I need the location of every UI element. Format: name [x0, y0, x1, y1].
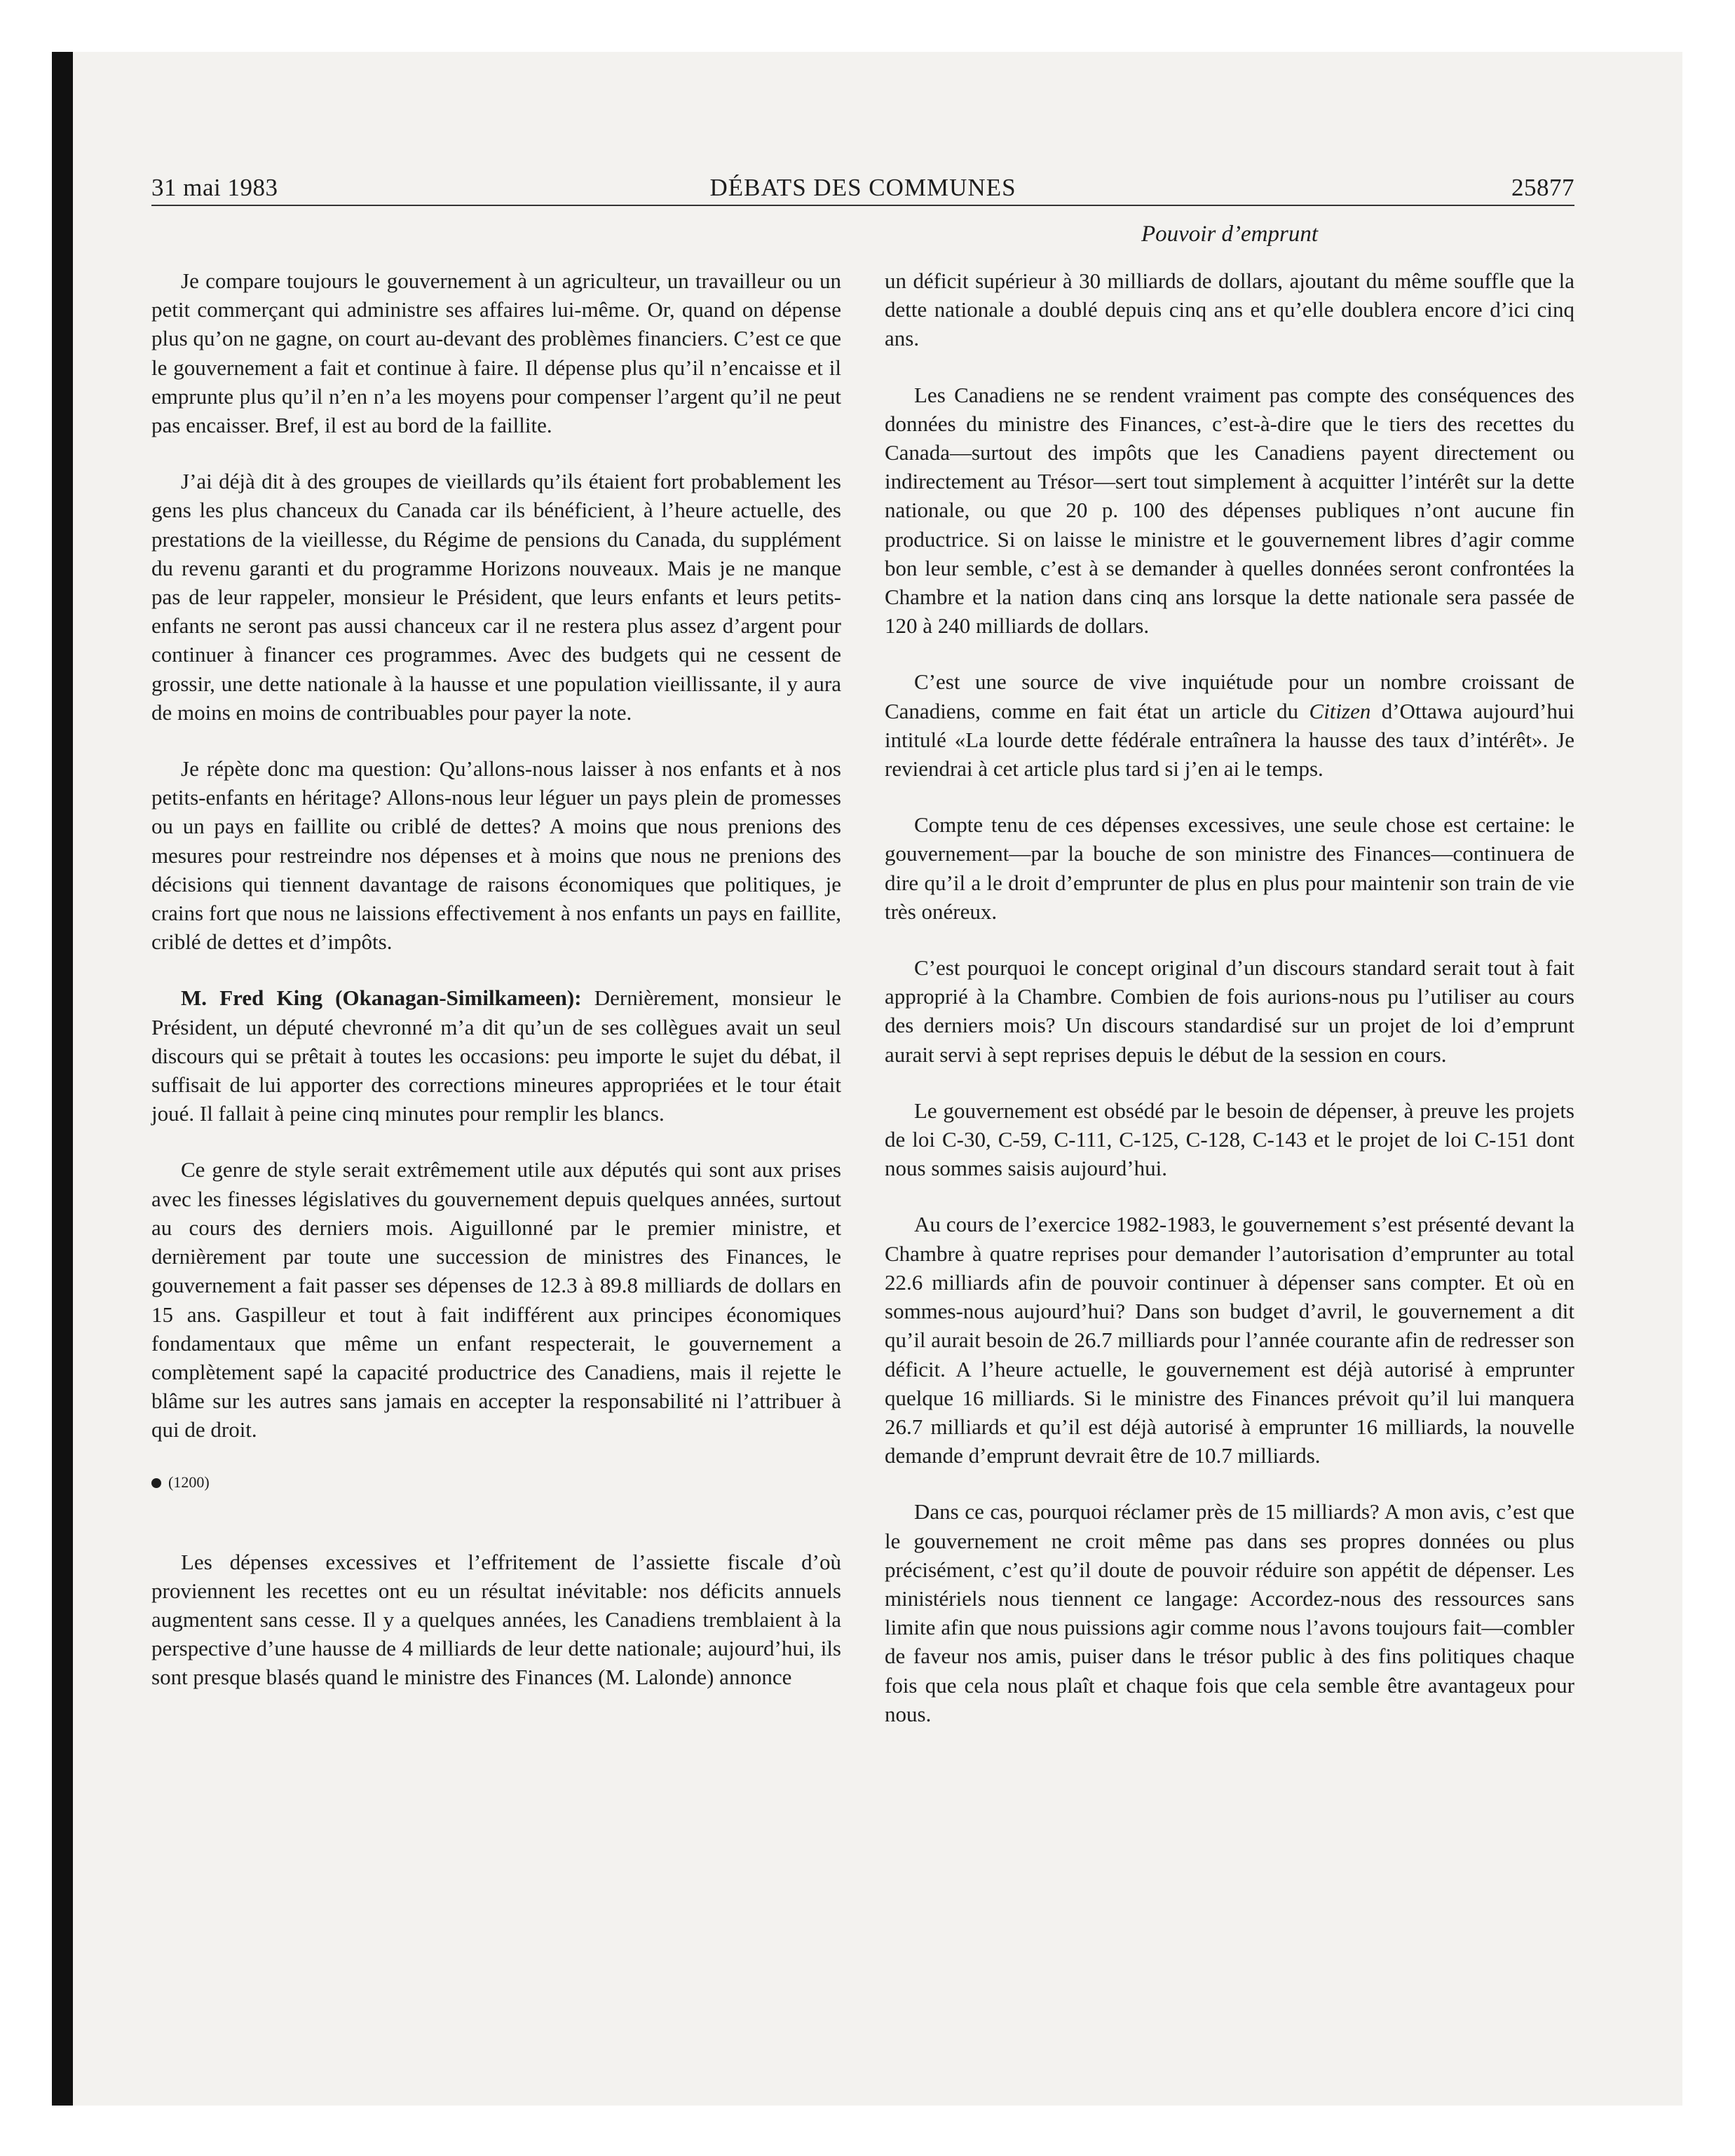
header-date: 31 mai 1983: [151, 174, 278, 201]
paragraph: J’ai déjà dit à des groupes de vieillards qu’ils étaient fort probablement les gens les plus chanceux du Canada car ils bénéficient, à l’heure actuelle, des prestations de la vieillesse, du Régime de pensions du Canada, du supplément du revenu garanti et du programme Horizons nouveaux. Mais je ne manque pas de leur rappeler, monsieur le Président, que leurs enfants et leurs petits-enfants ne seront pas aussi chanceux car il ne restera plus assez d’argent pour continuer à financer ces programmes. Avec des budgets qui ne cessent de grossir, une dette nationale à la hausse et une population vieillissante, il y aura de moins en moins de contribuables pour payer la note.: [151, 469, 841, 725]
left-column: [151, 266, 841, 1719]
paragraph: Dans ce cas, pourquoi réclamer près de 15 milliards? A mon avis, c’est que le gouvernement ne croit même pas dans ses propres données ou plus précisément, c’est qu’il doute de pouvoir réduire son appétit de dépenser. Les ministériels nous tiennent ce langage: Accordez-nous des ressources sans limite afin que nous puissions agir comme nous l’avons toujours fait—combler de faveur nos amis, puiser dans le trésor public à des fins politiques chaque fois que cela nous plaît et chaque fois que cela semble être avantageux pour nous.: [885, 1499, 1574, 1726]
paragraph: Les dépenses excessives et l’effritement de l’assiette fiscale d’où proviennent les recettes ont eu un résultat inévitable: nos déficits annuels augmentent sans cesse. Il y a quelques années, les Canadiens tremblaient à la perspective d’une hausse de 4 milliards de leur dette nationale; aujourd’hui, ils sont presque blasés quand le ministre des Finances (M. Lalonde) annonce: [151, 1549, 841, 1690]
newspaper-title: Citizen: [1309, 698, 1371, 723]
paragraph: Le gouvernement est obsédé par le besoin de dépenser, à preuve les projets de loi C-30, C-59, C-111, C-125, C-128, C-143 et le projet de loi C-151 dont nous sommes saisis aujourd’hui.: [885, 1098, 1574, 1181]
right-column: [885, 266, 1574, 1756]
time-marker-text: (1200): [168, 1473, 210, 1491]
paragraph: [151, 983, 841, 1128]
paragraph: Je répète donc ma question: Qu’allons-nous laisser à nos enfants et à nos petits-enfants en héritage? Allons-nous leur léguer un pays plein de promesses ou un pays en faillite ou criblé de dettes? A moins que nous prenions des mesures pour restreindre nos dépenses et à moins que nous ne prenions des décisions qui tiennent davantage de raisons économiques que politiques, je crains fort que nous ne laissions effectivement à nos enfants un pays en faillite, criblé de dettes et d’impôts.: [151, 756, 841, 955]
paragraph: Je compare toujours le gouvernement à un agriculteur, un travailleur ou un petit commerçant qui administre ses affaires lui-même. Or, quand on dépense plus qu’on ne gagne, on court au-devant des problèmes financiers. C’est ce que le gouvernement a fait et continue à faire. Il dépense plus qu’il n’encaisse et il emprunte plus qu’il n’en n’a les moyens pour compenser l’argent qu’il ne peut pas encaisser. Bref, il est au bord de la faillite.: [151, 268, 841, 438]
page-number: 25877: [1511, 174, 1574, 201]
header-title: DÉBATS DES COMMUNES: [709, 174, 1016, 201]
speech-text: Dernièrement, monsieur le Président, un député chevronné m’a dit qu’un de ses collègues avait un seul discours qui se prêtait à toutes les occasions: peu importe le sujet du débat, il suffisait de lui apporter des corrections mineures appropriées et le tour était joué. Il fallait à peine cinq minutes pour remplir les blancs.: [151, 985, 841, 1126]
time-marker: [151, 1472, 841, 1493]
paragraph-text: C’est une source de vive inquiétude pour un nombre croissant de Canadiens, comme en fait état un article du: [885, 669, 1574, 723]
paragraph: Au cours de l’exercice 1982-1983, le gouvernement s’est présenté devant la Chambre à quatre reprises pour demander l’autorisation d’emprunter au total 22.6 milliards afin de pouvoir continuer à dépenser sans compter. Et où en sommes-nous aujourd’hui? Dans son budget d’avril, le gouvernement a dit qu’il aurait besoin de 26.7 milliards pour l’année courante afin de redresser son déficit. A l’heure actuelle, le gouvernement est déjà autorisé à emprunter quelque 16 milliards. Si le ministre des Finances prévoit qu’il lui manquera 26.7 milliards et qu’il est déjà autorisé à emprunter 16 milliards, la nouvelle demande d’emprunt devrait être de 10.7 milliards.: [885, 1212, 1574, 1468]
page-header: [151, 174, 1574, 206]
paragraph: Ce genre de style serait extrêmement utile aux députés qui sont aux prises avec les finesses législatives du gouvernement depuis quelques années, surtout au cours des derniers mois. Aiguillonné par le premier ministre, et dernièrement par toute une succession de ministres des Finances, le gouvernement a fait passer ses dépenses de 12.3 à 89.8 milliards de dollars en 15 ans. Gaspilleur et tout à fait indifférent aux principes économiques fondamentaux que même un enfant respecterait, le gouvernement a complètement sapé la capacité productrice des Canadiens, mais il rejette le blâme sur les autres sans jamais en accepter la responsabilité ni l’attribuer à qui de droit.: [151, 1157, 841, 1442]
bullet-icon: [151, 1478, 161, 1488]
paragraph: Compte tenu de ces dépenses excessives, une seule chose est certaine: le gouvernement—par la bouche de son ministre des Finances—continuera de dire qu’il a le droit d’emprunter de plus en plus pour maintenir son train de vie très onéreux.: [885, 812, 1574, 924]
topic-heading: Pouvoir d’emprunt: [1141, 221, 1319, 247]
paragraph: C’est pourquoi le concept original d’un discours standard serait tout à fait approprié à la Chambre. Combien de fois aurions-nous pu l’utiliser au cours des derniers mois? Un discours standardisé sur un projet de loi d’emprunt aurait servi à sept reprises depuis le début de la session en cours.: [885, 955, 1574, 1067]
paragraph: un déficit supérieur à 30 milliards de dollars, ajoutant du même souffle que la dette nationale a doublé depuis cinq ans et qu’elle doublera encore d’ici cinq ans.: [885, 268, 1574, 351]
speaker-name: M. Fred King (Okanagan-Similkameen):: [181, 985, 582, 1011]
scan-edge: [52, 52, 73, 2106]
paragraph-text: d’Ottawa aujourd’hui intitulé «La lourde dette fédérale entraînera la hausse des taux d’intérêt». Je reviendrai à cet article plus tard si j’en ai le temps.: [885, 698, 1574, 782]
paragraph: Les Canadiens ne se rendent vraiment pas compte des conséquences des données du ministre des Finances, c’est-à-dire que le tiers des recettes du Canada—surtout des impôts que les Canadiens payent directement ou indirectement au Trésor—sert tout simplement à acquitter l’intérêt sur la dette nationale, ou que 20 p. 100 des dépenses publiques n’ont aucune fin productrice. Si on laisse le ministre et le gouvernement libres d’agir comme bon leur semble, c’est à se demander à quelles données seront confrontées la Chambre et la nation dans cinq ans lorsque la dette nationale sera passée de 120 à 240 milliards de dollars.: [885, 382, 1574, 639]
paragraph: [885, 667, 1574, 783]
